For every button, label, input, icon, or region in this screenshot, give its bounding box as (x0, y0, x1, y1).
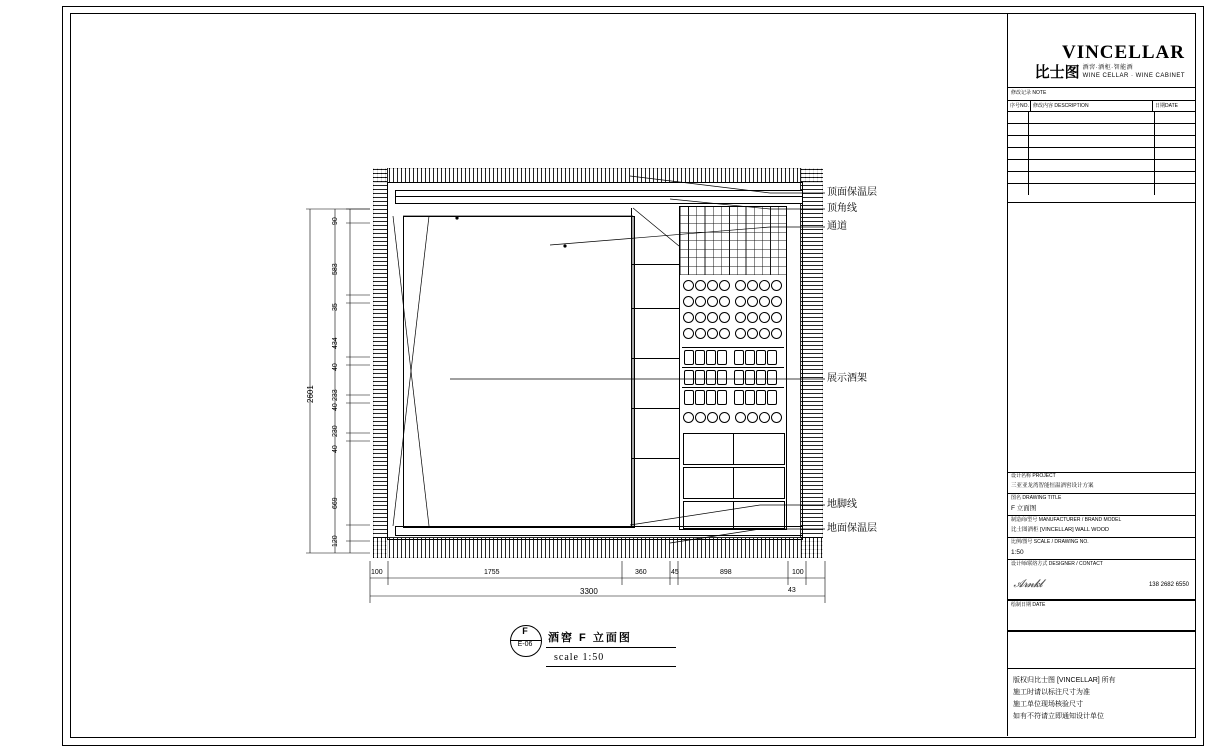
info-value-scale: 1:50 (1011, 549, 1024, 556)
blank-panel (1008, 202, 1195, 473)
info-label-scale: 比例/图号 SCALE / DRAWING NO. (1011, 539, 1089, 545)
info-label-model: 制造商/型号 MANUFACTURER / BRAND MODEL (1011, 517, 1122, 523)
info-row-title (1008, 494, 1195, 516)
dim-v-230: 230 (332, 425, 339, 437)
storage-drawer-row (683, 433, 785, 465)
project-info-block (1008, 472, 1195, 632)
dim-h-898: 898 (720, 569, 732, 576)
date-value-row (1008, 610, 1195, 631)
caption-scale: scale 1:50 (554, 652, 605, 663)
passage-glass-door (403, 216, 635, 528)
bottle-row (682, 311, 784, 324)
shelf-line (631, 408, 679, 409)
dim-h-total: 3300 (580, 587, 598, 596)
revision-table-title: 修改记录 NOTE (1008, 87, 1195, 101)
revision-row (1008, 124, 1195, 136)
dim-v-40b: 40 (332, 403, 339, 411)
caption-rule-top (546, 647, 676, 648)
brand-name-en: VINCELLAR (1061, 42, 1185, 63)
info-value-title: F 立面图 (1011, 505, 1037, 512)
shelf-line (631, 358, 679, 359)
copyright-notes (1008, 668, 1195, 736)
diamond-bin-grid (680, 207, 786, 275)
bottle-row (682, 279, 784, 292)
revision-col-date: 日期DATE (1155, 103, 1178, 109)
note-line-2: 施工时请以标注尺寸为准 (1013, 689, 1090, 696)
info-row-model (1008, 516, 1195, 538)
info-row-designer (1008, 560, 1195, 601)
info-label-date: 绘制日期 DATE (1011, 602, 1046, 608)
dim-h-43: 43 (788, 587, 796, 594)
dim-v-40c: 40 (332, 445, 339, 453)
brand-slogan-cn: 酒窖·酒柜·智能酒 (1082, 65, 1134, 71)
laydown-bottle-row (682, 347, 784, 365)
bottle-row (682, 295, 784, 308)
shelf-line (631, 264, 679, 265)
dim-v-40a: 40 (332, 363, 339, 371)
title-block (1007, 13, 1195, 736)
revision-col-desc: 修改内容 DESCRIPTION (1031, 101, 1153, 111)
caption-title: 酒窖 F 立面图 (548, 632, 632, 644)
baseboard-band (395, 526, 803, 536)
info-value-model: 比士图酒柜 [VINCELLAR] WALL WOOD (1011, 527, 1109, 533)
dim-v-total: 2601 (306, 385, 315, 403)
revision-row (1008, 148, 1195, 160)
right-wall-hatch (800, 168, 823, 558)
revision-header-row (1008, 101, 1195, 112)
info-label-project: 设计名称 PROJECT (1011, 473, 1056, 479)
revision-row (1008, 172, 1195, 184)
drawing-area (70, 13, 1007, 736)
dim-v-669: 669 (332, 497, 339, 509)
label-passage: 通道 (827, 221, 847, 232)
dim-h-360: 360 (635, 569, 647, 576)
label-cornice: 顶角线 (827, 203, 857, 214)
brand-name-cn: 比士图 (1034, 64, 1080, 81)
revision-row (1008, 112, 1195, 124)
info-label-designer: 设计师/联络方式 DESIGNER / CONTACT (1011, 561, 1103, 567)
dim-v-233: 233 (332, 389, 339, 401)
info-row-scale (1008, 538, 1195, 560)
display-wine-rack (679, 206, 787, 530)
brand-logo-block (1008, 13, 1195, 88)
brand-slogan-en: WINE CELLAR · WINE CABINET (1082, 73, 1185, 79)
info-row-project (1008, 472, 1195, 494)
detail-sheet-ref: E-06 (517, 641, 533, 648)
dim-h-1755: 1755 (484, 569, 500, 576)
storage-drawer-row (683, 501, 785, 529)
dim-v-583: 583 (332, 263, 339, 275)
caption-rule-bottom (546, 666, 676, 667)
info-label-title: 图名 DRAWING TITLE (1011, 495, 1062, 501)
cornice-band (395, 190, 803, 204)
revision-col-no: 序号NO. (1008, 101, 1031, 111)
shelf-line (631, 458, 679, 459)
dim-v-90: 90 (332, 217, 339, 225)
revision-row (1008, 160, 1195, 172)
designer-phone: 138 2682 6550 (1148, 582, 1189, 588)
label-floor-insulation: 地面保温层 (827, 523, 877, 534)
designer-signature-row (1008, 569, 1195, 600)
detail-mark-letter: F (522, 626, 528, 636)
note-line-3: 施工单位现场核验尺寸 (1013, 701, 1083, 708)
info-value-project: 三亚亚龙湾智能恒温酒窖设计方案 (1011, 483, 1094, 489)
label-ceiling-insulation: 顶面保温层 (827, 187, 877, 198)
bottle-row (682, 411, 784, 424)
shelf-column (631, 208, 681, 526)
note-line-4: 如有不符请立即通知设计单位 (1013, 713, 1104, 720)
bottle-row (682, 327, 784, 340)
storage-drawer-row (683, 467, 785, 499)
info-row-date (1008, 601, 1195, 632)
dim-h-100a: 100 (371, 569, 383, 576)
dim-v-120: 120 (332, 535, 339, 547)
room-elevation (373, 168, 823, 558)
laydown-bottle-row (682, 387, 784, 405)
revision-table (1008, 87, 1195, 203)
left-wall-hatch (373, 168, 388, 558)
signature-mark: 𝓐𝓻𝓷𝓴𝓵 (1012, 578, 1045, 590)
note-line-1: 版权归比士图 [VINCELLAR] 所有 (1013, 677, 1116, 684)
label-display-rack: 展示酒架 (827, 373, 867, 384)
dim-v-35: 35 (332, 303, 339, 311)
laydown-bottle-row (682, 367, 784, 385)
dim-h-100b: 100 (792, 569, 804, 576)
floor-insulation-hatch (373, 537, 823, 558)
ceiling-insulation-hatch (373, 168, 823, 183)
revision-row (1008, 184, 1195, 195)
dim-h-45: 45 (671, 569, 679, 576)
revision-row (1008, 136, 1195, 148)
shelf-line (631, 308, 679, 309)
label-baseboard: 地脚线 (827, 499, 857, 510)
dim-v-434: 434 (332, 337, 339, 349)
